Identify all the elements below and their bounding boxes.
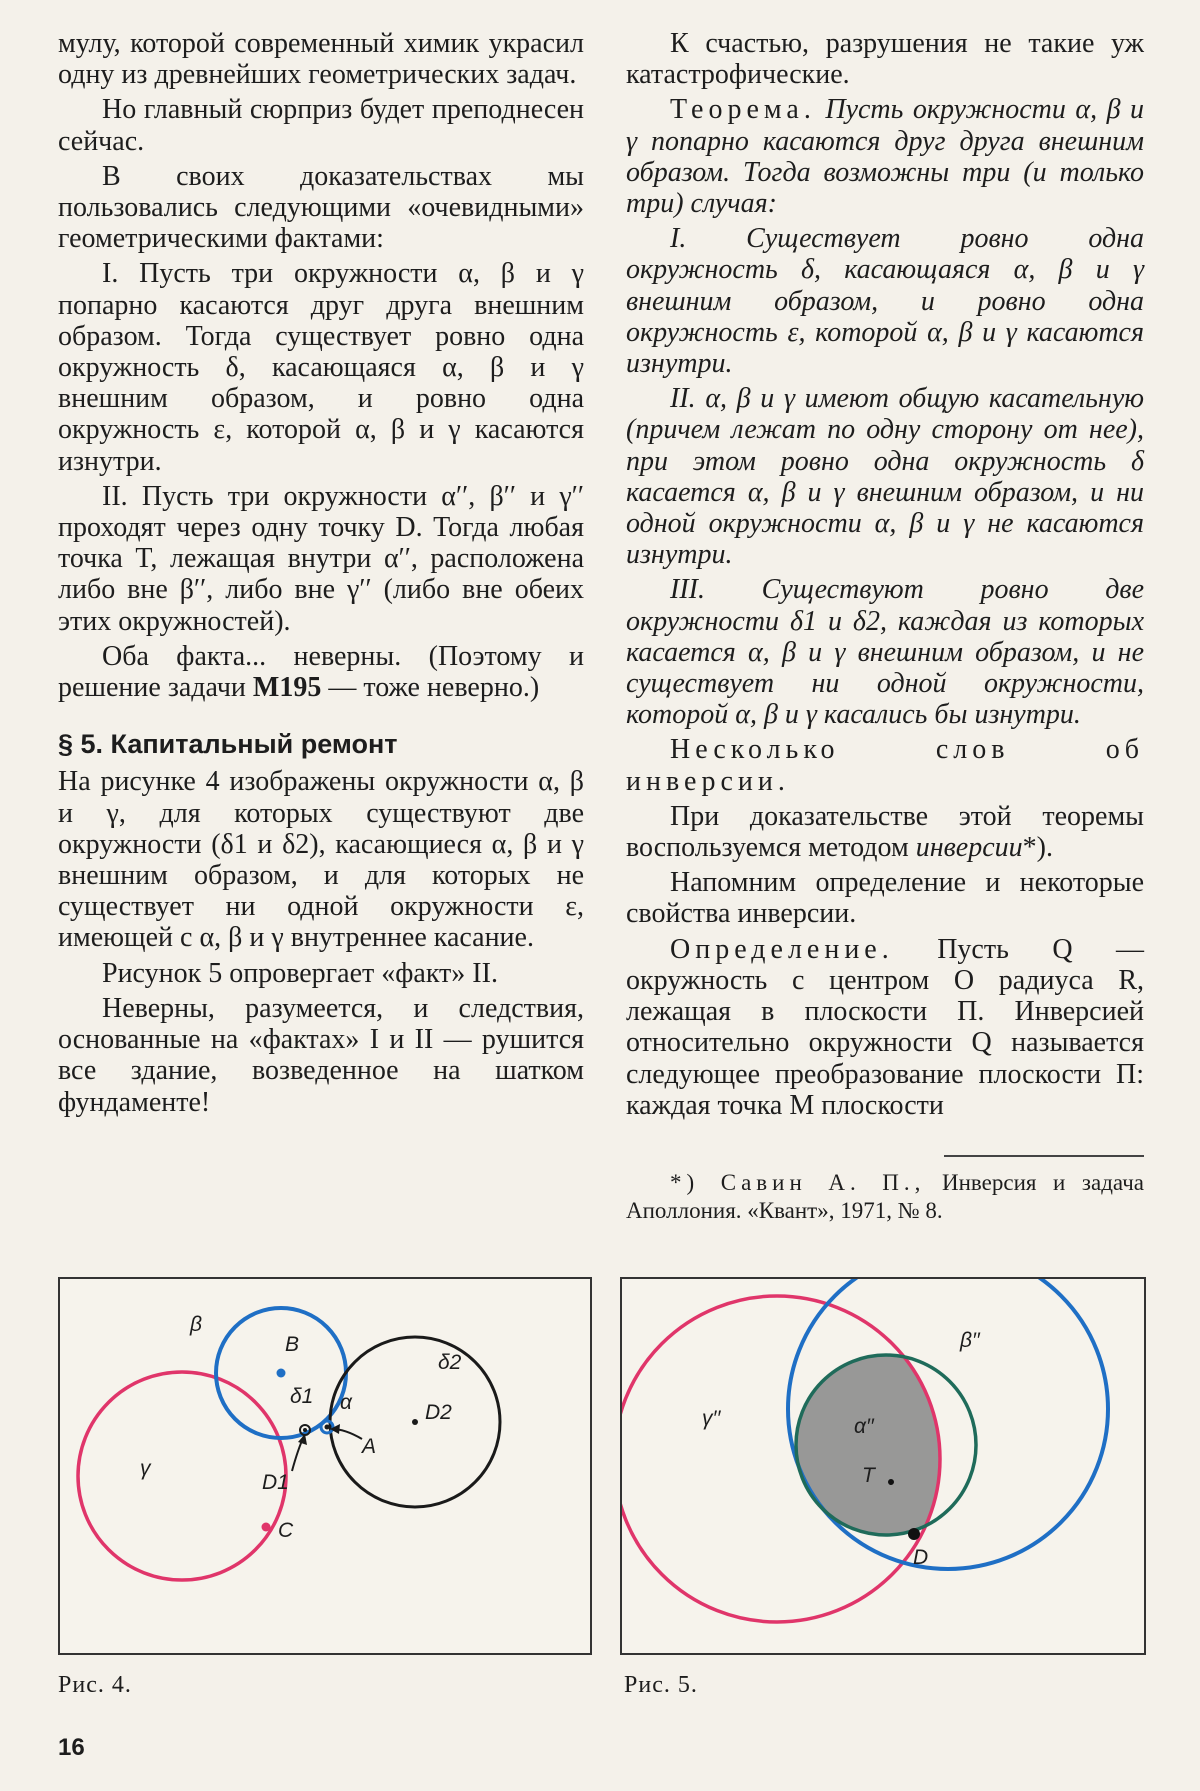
point-T [888, 1479, 894, 1485]
point-A [325, 1425, 330, 1430]
right-paragraph-2 [626, 801, 1144, 863]
page-number: 16 [58, 1734, 85, 1761]
label-gamma: γ [140, 1457, 151, 1480]
point-D [908, 1528, 920, 1540]
point-D2 [412, 1419, 418, 1425]
theorem-case-1: I. Существует ровно одна окружность δ, касающаяся α, β и γ внешним образом, и ровно одна окружность ε, которой α, β и γ касаются изнутри. [626, 223, 1144, 380]
left-paragraph-9: Неверны, разумеется, и следствия, основанные на «фактах» I и II — рушится все здание, возведенное на шатком фундаменте! [58, 992, 584, 1118]
shaded-region-group [788, 1289, 1108, 1609]
label-A: A [362, 1435, 377, 1458]
right-p2-end: *). [1022, 832, 1053, 864]
inversion-word: инверсии [915, 832, 1023, 864]
left-p6-start: Оба факта... неверны. (Поэтому и решение задачи [58, 640, 584, 704]
label-gamma2: γ′′ [702, 1407, 721, 1430]
footnote-text: Инверсия и задача Аполлония. «Квант», 1971, № 8. [626, 1169, 1144, 1223]
label-alpha2: α′′ [854, 1415, 874, 1438]
left-paragraph-6 [58, 641, 584, 703]
theorem-text: Пусть окружности α, β и γ попарно касаются друг друга внешним образом. Тогда возможны три (и только три) случая: [626, 94, 1144, 220]
fact-two: II. Пусть три окружности α′′, β′′ и γ′′ проходят через одну точку D. Тогда любая точка T, лежащая внутри α′′, расположена либо вне β′′, либо вне γ′′ (либо вне обеих этих окружностей). [58, 480, 584, 637]
footnote-rule [944, 1155, 1144, 1157]
label-B: B [285, 1333, 300, 1356]
theorem-case-3: III. Существуют ровно две окружности δ1 и δ2, каждая из которых касается α, β и γ внешним образом, и не существует ни одной окружности, которой α, β и γ касались бы изнутри. [626, 574, 1144, 731]
right-paragraph-1: К счастью, разрушения не такие уж катастрофические. [626, 28, 1144, 91]
left-paragraph-1: мулу, которой современный химик украсил одну из древнейших геометрических задач. [58, 28, 584, 91]
definition [626, 934, 1144, 1121]
figure-4 [58, 1277, 592, 1655]
label-D2: D2 [425, 1401, 452, 1424]
inversion-heading: Несколько слов об инверсии. [626, 734, 1144, 797]
label-alpha: α [340, 1391, 352, 1414]
theorem-label: Теорема. [670, 94, 816, 126]
shaded-region [788, 1289, 1108, 1609]
point-D1 [303, 1428, 307, 1432]
figure-5 [620, 1277, 1146, 1655]
figure-4-drawing [60, 1279, 590, 1653]
problem-reference: М195 [252, 672, 322, 704]
left-paragraph-2: Но главный сюрприз будет преподнесен сейчас. [58, 94, 584, 157]
label-D: D [913, 1546, 929, 1569]
label-beta: β [190, 1313, 202, 1336]
label-delta2: δ2 [438, 1351, 462, 1374]
figure-5-drawing [622, 1279, 1144, 1653]
theorem-case-2: II. α, β и γ имеют общую касательную (причем лежат по одну сторону от нее), при этом ровно одна окружность δ касается α, β и γ внешним образом, и ни одной окружности α, β и γ не касаются изнутри. [626, 383, 1144, 571]
right-column [626, 28, 1144, 1225]
left-paragraph-3: В своих доказательствах мы пользовались следующими «очевидными» геометрическими фактами: [58, 160, 584, 255]
left-column [58, 28, 584, 1118]
circle-gamma [78, 1372, 286, 1580]
left-p6-end: — тоже неверно.) [321, 672, 540, 704]
label-beta2: β′′ [960, 1329, 980, 1352]
right-paragraph-3: Напомним определение и некоторые свойства инверсии. [626, 867, 1144, 930]
label-C: C [278, 1519, 294, 1542]
section-title: § 5. Капитальный ремонт [58, 729, 398, 760]
label-D1: D1 [262, 1471, 289, 1494]
figure-5-caption: Рис. 5. [624, 1672, 698, 1698]
left-paragraph-8: Рисунок 5 опровергает «факт» II. [102, 957, 498, 989]
left-paragraph-7: На рисунке 4 изображены окружности α, β и γ, для которых существуют две окружности (δ1 и δ2), касающиеся α, β и γ внешним образом, и для которых не существует ни одной окружности ε, имеющей с α, β и γ внутреннее касание. [58, 766, 584, 954]
right-p2-start: При доказательстве этой теоремы воспользуемся методом [626, 800, 1144, 864]
figure-4-caption: Рис. 4. [58, 1672, 132, 1698]
fact-one: I. Пусть три окружности α, β и γ попарно касаются друг друга внешним образом. Тогда существует ровно одна окружность δ, касающаяся α, β и γ внешним образом, и ровно одна окружность ε, которой α, β и γ касаются изнутри. [58, 258, 584, 477]
point-C [262, 1523, 271, 1532]
definition-label: Определение. [670, 933, 894, 965]
footnote [626, 1169, 1144, 1225]
theorem [626, 94, 1144, 219]
point-B [277, 1369, 286, 1378]
footnote-author: *) Савин А. П., [670, 1169, 926, 1195]
definition-text: Пусть Q — окружность с центром O радиуса R, лежащая в плоскости П. Инверсией относительно окружности Q называется следующее преобразование плоскости П: каждая точка M плоскости [626, 933, 1144, 1121]
label-T: T [862, 1464, 875, 1487]
label-delta1: δ1 [290, 1385, 314, 1408]
